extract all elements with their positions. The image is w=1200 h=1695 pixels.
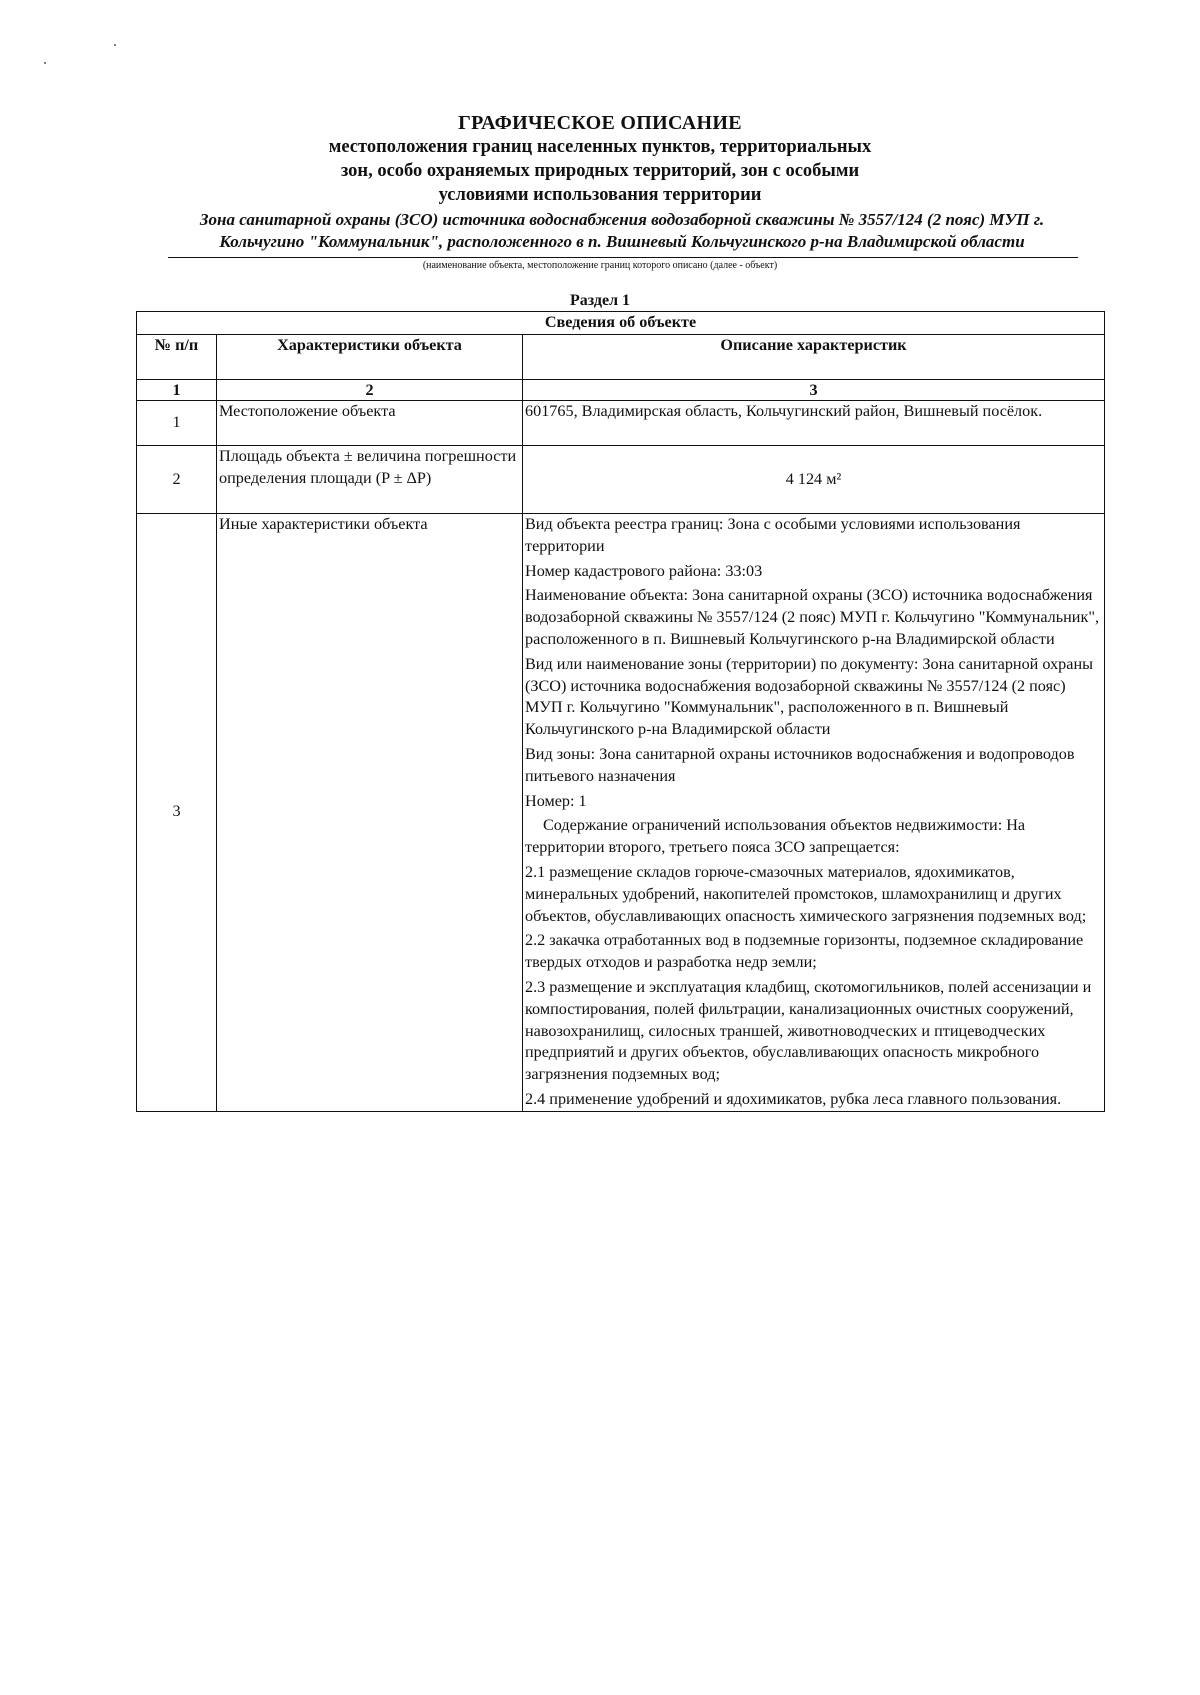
row-number: 3 (137, 514, 217, 1112)
table-row (137, 401, 1105, 446)
object-caption: (наименование объекта, местоположение границ которого описано (далее - объект) (422, 260, 778, 271)
object-info-table (136, 311, 1105, 1112)
description-paragraph: Номер кадастрового района: 33:03 (525, 561, 763, 580)
subtitle-line: местоположения границ населенных пунктов, территориальных (328, 137, 872, 157)
description-paragraph: 2.3 размещение и эксплуатация кладбищ, скотомогильников, полей ассенизации и компостирования, полей фильтрации, канализационных очистных сооружений, навозохранилищ, силосных траншей, животноводческих и птицеводческих предприятий и других объектов, обуславливающих опасность микробного загрязнения подземных вод; (525, 977, 1092, 1084)
column-number: 3 (523, 380, 1105, 401)
table-row (137, 514, 1105, 1112)
row-number: 2 (137, 446, 217, 514)
table-header-row (137, 335, 1105, 380)
row-description: 4 124 м² (523, 446, 1105, 514)
table-caption: Сведения об объекте (137, 312, 1105, 335)
description-paragraph: Вид объекта реестра границ: Зона с особыми условиями использования территории (525, 515, 1021, 555)
object-name-line: Кольчугино "Коммунальник", расположенного в п. Вишневый Кольчугинского р-на Владимирской области (219, 232, 1025, 251)
row-characteristic: Площадь объекта ± величина погрешности определения площади (P ± ΔP) (217, 446, 523, 514)
description-paragraph: 2.4 применение удобрений и ядохимикатов, рубка леса главного пользования. (525, 1089, 1062, 1108)
description-paragraph: Содержание ограничений использования объектов недвижимости: На территории второго, третьего пояса ЗСО запрещается: (525, 816, 1026, 857)
description-paragraph: Номер: 1 (525, 791, 587, 810)
header-description: Описание характеристик (523, 335, 1105, 380)
subtitle-line: зон, особо охраняемых природных территорий, зон с особыми (340, 161, 860, 181)
section-title: Раздел 1 (569, 292, 631, 309)
header-characteristic: Характеристики объекта (217, 335, 523, 380)
column-number-row (137, 380, 1105, 401)
description-paragraph: 2.1 размещение складов горюче-смазочных материалов, ядохимикатов, минеральных удобрений, накопителей промстоков, шламохранилищ и других объектов, обуславливающих опасность химического загрязнения подземных вод; (525, 862, 1087, 925)
row-characteristic: Местоположение объекта (217, 401, 523, 446)
description-paragraph: 2.2 закачка отработанных вод в подземные горизонты, подземное складирование твердых отходов и разработка недр земли; (525, 931, 1084, 972)
description-paragraph: Вид зоны: Зона санитарной охраны источников водоснабжения и водопроводов питьевого назначения (525, 744, 1075, 785)
table-row (137, 446, 1105, 514)
row-number: 1 (137, 401, 217, 446)
row-description (523, 514, 1105, 1112)
column-number: 1 (137, 380, 217, 401)
description-paragraph: Наименование объекта: Зона санитарной охраны (ЗСО) источника водоснабжения водозаборной скважины № 3557/124 (2 пояс) МУП г. Кольчугино "Коммунальник", расположенного в п. Вишневый Кольчугинского р-на Владимирской области (525, 586, 1099, 648)
scan-speck (44, 62, 46, 64)
row-description: 601765, Владимирская область, Кольчугинский район, Вишневый посёлок. (523, 401, 1105, 446)
row-characteristic: Иные характеристики объекта (217, 514, 523, 1112)
table-caption-row (137, 312, 1105, 335)
object-underline (168, 257, 1078, 258)
document-title: ГРАФИЧЕСКОЕ ОПИСАНИЕ (458, 112, 742, 134)
scan-speck (114, 44, 116, 46)
header-num: № п/п (137, 335, 217, 380)
object-name-line: Зона санитарной охраны (ЗСО) источника водоснабжения водозаборной скважины № 3557/124 (2 пояс) МУП г. (199, 210, 1045, 229)
description-paragraph: Вид или наименование зоны (территории) по документу: Зона санитарной охраны (ЗСО) источника водоснабжения водозаборной скважины № 3557/124 (2 пояс) МУП г. Кольчугино "Коммунальник", расположенного в п. Вишневый Кольчугинского р-на Владимирской области (525, 654, 1093, 739)
column-number: 2 (217, 380, 523, 401)
subtitle-line: условиями использования территории (438, 185, 762, 205)
